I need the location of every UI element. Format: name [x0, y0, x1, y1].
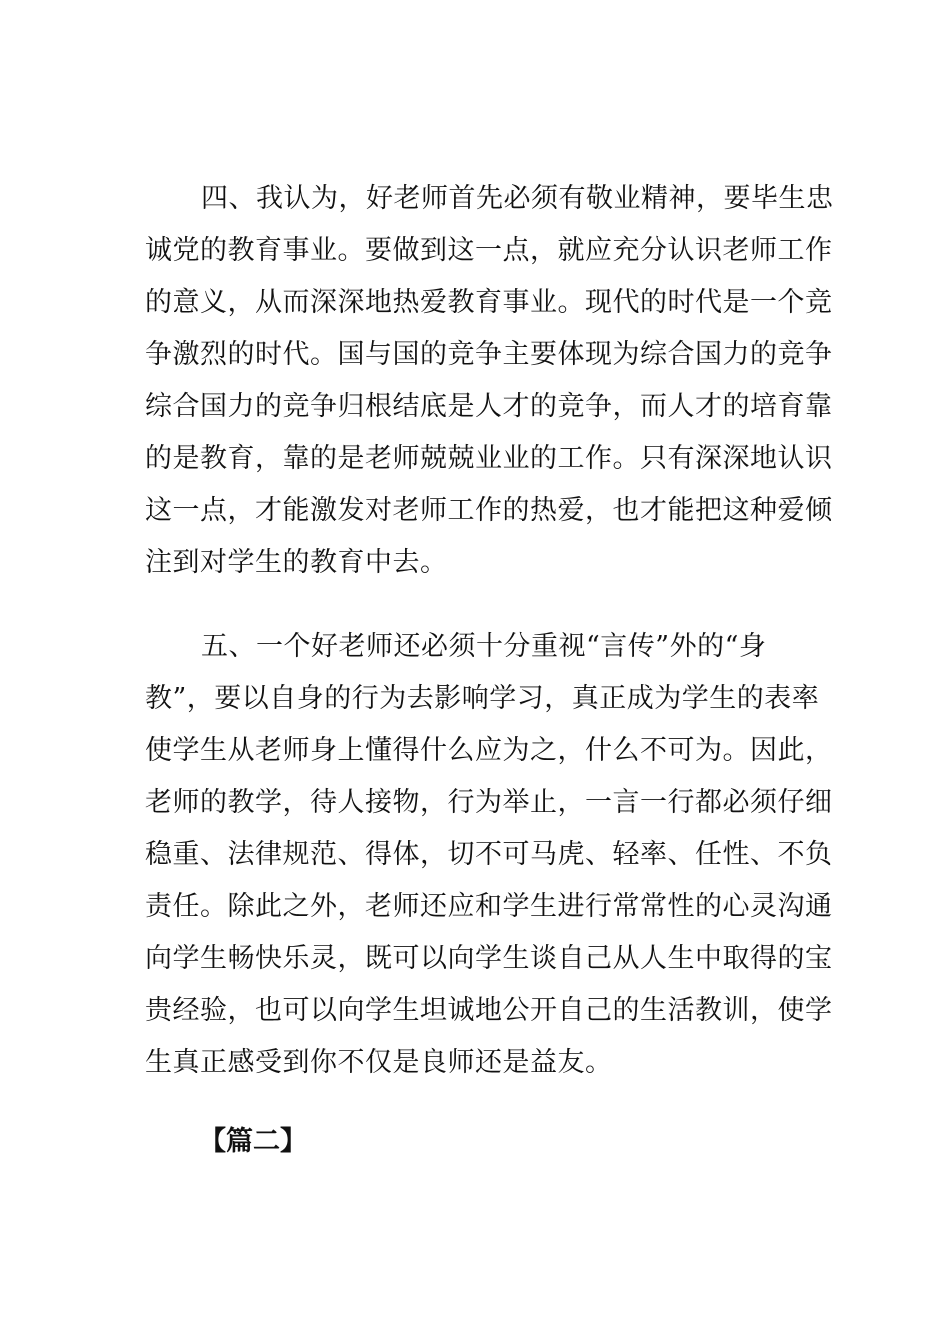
text-line: 责任。除此之外，老师还应和学生进行常常性的心灵沟通	[145, 891, 833, 922]
text-line: 争激烈的时代。国与国的竞争主要体现为综合国力的竞争	[145, 339, 833, 370]
text-line: 注到对学生的教育中去。	[145, 547, 448, 578]
paragraph-four	[145, 173, 834, 589]
text-line: 综合国力的竞争归根结底是人才的竞争，而人才的培育靠	[145, 391, 833, 422]
text-line: 五、一个好老师还必须十分重视“言传”外的“身	[201, 631, 767, 662]
text-line: 生真正感受到你不仅是良师还是益友。	[145, 1047, 613, 1078]
text-line: 四、我认为，好老师首先必须有敬业精神，要毕生忠	[201, 183, 834, 214]
text-line: 诚党的教育事业。要做到这一点，就应充分认识老师工作	[145, 235, 833, 266]
text-line: 向学生畅快乐灵，既可以向学生谈自己从人生中取得的宝	[145, 943, 833, 974]
section-heading: 【篇二】	[199, 1126, 307, 1157]
paragraph-five	[145, 621, 833, 1089]
text-line: 稳重、法律规范、得体，切不可马虎、轻率、任性、不负	[145, 839, 833, 870]
text-line: 这一点，才能激发对老师工作的热爱，也才能把这种爱倾	[145, 495, 833, 526]
text-line: 使学生从老师身上懂得什么应为之，什么不可为。因此，	[145, 735, 833, 766]
text-line: 的是教育，靠的是老师兢兢业业的工作。只有深深地认识	[145, 443, 833, 474]
text-line: 老师的教学，待人接物，行为举止，一言一行都必须仔细	[145, 787, 833, 818]
text-line: 教”，要以自身的行为去影响学习，真正成为学生的表率	[145, 683, 820, 714]
text-line: 贵经验，也可以向学生坦诚地公开自己的生活教训，使学	[145, 995, 833, 1026]
text-line: 的意义，从而深深地热爱教育事业。现代的时代是一个竞	[145, 287, 833, 318]
